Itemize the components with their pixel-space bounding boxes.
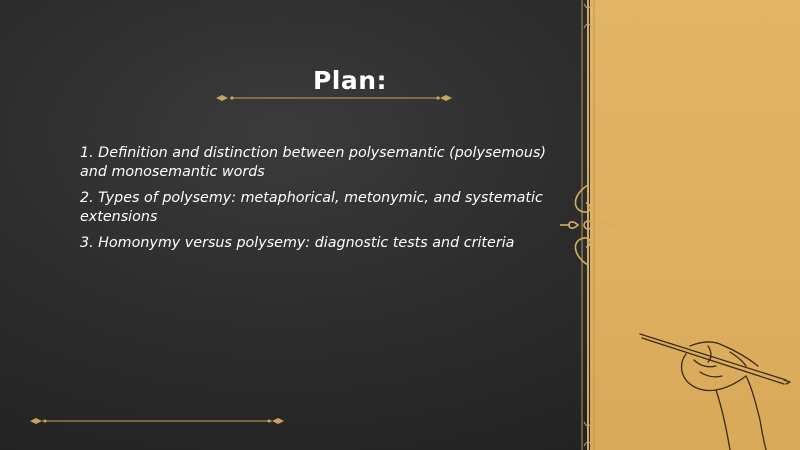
plan-item-types: 2. Types of polysemy: metaphorical, metonymic, and systematic extensions bbox=[80, 190, 543, 225]
hand-with-pen-icon bbox=[640, 334, 790, 450]
plan-item-definition: 1. Definition and distinction between polysemantic (polysemous) and monosemantic words bbox=[80, 145, 546, 180]
bottom-rule bbox=[30, 418, 284, 424]
title-underline bbox=[216, 95, 452, 101]
slide-title: Plan: bbox=[312, 66, 388, 95]
plan-item-homonymy: 3. Homonymy versus polysemy: diagnostic tests and criteria bbox=[80, 235, 515, 251]
plan-list bbox=[80, 144, 570, 260]
